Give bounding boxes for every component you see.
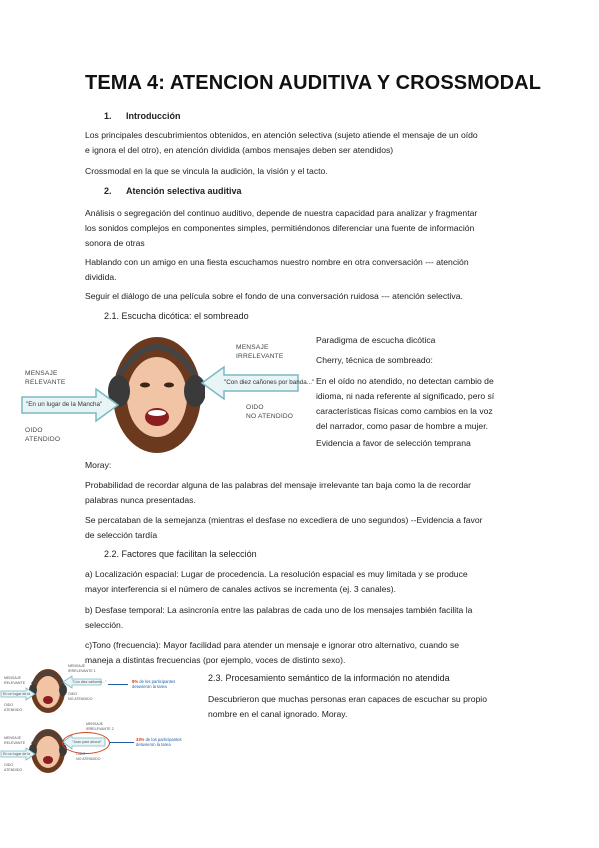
dichotic-listening-figure xyxy=(20,325,315,455)
factor-b: b) Desfase temporal: La asincronía entre las palabras de cada uno de los mensajes también facilita la selección. xyxy=(85,605,473,630)
section-2-paragraph-2: Hablando con un amigo en una fiesta escuchamos nuestro nombre en otra conversación --- atención dividida. xyxy=(85,257,469,282)
page-title: TEMA 4: ATENCION AUDITIVA Y CROSSMODAL xyxy=(85,72,542,94)
fig2-right-ear: OIDO NO ATENDIDO xyxy=(76,752,101,761)
fig1-right-label: MENSAJE IRRELEVANTE 1 xyxy=(68,664,96,673)
section-2-heading: 2. Atención selectiva auditiva xyxy=(104,186,242,196)
side-description: En el oído no atendido, no detectan cambio de idioma, ni nada referente al significado, pero sí características físicas como cambios en la voz del narrador, como pasar de hombre a mujer. xyxy=(316,376,495,431)
section-1-paragraph-1: Los principales descubrimientos obtenidos, en atención selectiva (sujeto atiende el mensaje de un oído e ignora el del otro), en atención dividida (ambos mensajes deben ser atendidos) xyxy=(85,130,478,155)
experiment-figure-2 xyxy=(0,718,200,776)
section-2-1-heading: 2.1. Escucha dicótica: el sombreado xyxy=(104,311,249,321)
fig1-left-ear: OIDO ATENDIDO xyxy=(4,703,23,712)
fig1-right-arrow-text: "Con diez cañones..." xyxy=(72,680,107,684)
experiment-figure-1 xyxy=(0,660,200,715)
section-2-paragraph-1: Análisis o segregación del continuo auditivo, depende de nuestra capacidad para analizar y fragmentar los sonidos complejos en componentes simples, permitiéndonos diferenciar una fuente de información sonora de otras xyxy=(85,208,478,248)
section-2-2-heading: 2.2. Factores que facilitan la selección xyxy=(104,549,257,559)
section-1-heading: 1. Introducción xyxy=(104,111,181,121)
connector-line xyxy=(108,684,128,685)
factor-c: c)Tono (frecuencia): Mayor facilidad para atender un mensaje e ignorar otro alternativo, cuando se maneja a distintas frecuencias (por ejemplo, voces de distinto sexo). xyxy=(85,640,460,665)
side-evidence: Evidencia a favor de selección temprana xyxy=(316,438,471,448)
right-message-label: MENSAJE IRRELEVANTE xyxy=(236,344,284,360)
left-message-label: MENSAJE RELEVANTE xyxy=(25,370,66,386)
fig2-left-ear: OIDO ATENDIDO xyxy=(4,763,23,772)
left-arrow-text: "En un lugar de la Mancha" xyxy=(26,401,103,408)
section-2-3-heading: 2.3. Procesamiento semántico de la información no atendida xyxy=(208,673,450,683)
connector-line xyxy=(110,742,134,743)
moray-label: Moray: xyxy=(85,460,112,470)
fig2-left-arrow-text: En un lugar de la xyxy=(3,752,31,756)
section-2-3-paragraph: Descubrieron que muchas personas eran capaces de escuchar su propio nombre en el canal ignorado. Moray. xyxy=(208,694,487,719)
side-paradigm: Paradigma de escucha dicótica xyxy=(316,335,436,345)
fig2-right-label: MENSAJE IRRELEVANTE 2 xyxy=(86,722,114,731)
left-ear-label: OIDO ATENDIDO xyxy=(25,427,61,443)
fig2-right-arrow-text: "Juan pare ahora!" xyxy=(72,740,102,744)
fig1-left-label: MENSAJE RELEVANTE xyxy=(4,676,26,685)
fig1-percentage: 8% de los participantes detuvieron la tarea xyxy=(132,679,176,689)
fig2-left-label: MENSAJE RELEVANTE xyxy=(4,736,26,745)
moray-paragraph-2: Se percataban de la semejanza (mientras el desfase no excediera de uno segundos) --Evidencia a favor de selección tardía xyxy=(85,515,483,540)
woman-headphones-icon xyxy=(105,325,205,453)
section-2-paragraph-3: Seguir el diálogo de una película sobre el fondo de una conversación ruidosa --- atención selectiva. xyxy=(85,291,463,301)
side-cherry: Cherry, técnica de sombreado: xyxy=(316,355,433,365)
fig2-percentage: 33% de los participantes detuvieron la tarea xyxy=(136,737,182,747)
factor-a: a) Localización espacial: Lugar de procedencia. La resolución espacial es muy limitada y se produce mayor interferencia si el número de canales activos se incrementa (ej. 3 canales). xyxy=(85,569,468,594)
right-arrow-text: "Con diez cañones por banda..." xyxy=(224,379,315,386)
fig1-left-arrow-text: En un lugar de la xyxy=(3,692,31,696)
right-ear-label: OIDO NO ATENDIDO xyxy=(246,404,294,420)
section-1-paragraph-2: Crossmodal en la que se vincula la audición, la visión y el tacto. xyxy=(85,166,328,176)
fig1-right-ear: OIDO NO ATENDIDO xyxy=(68,692,93,701)
moray-paragraph-1: Probabilidad de recordar alguna de las palabras del mensaje irrelevante tan baja como la de recordar palabras nunca presentadas. xyxy=(85,480,471,505)
